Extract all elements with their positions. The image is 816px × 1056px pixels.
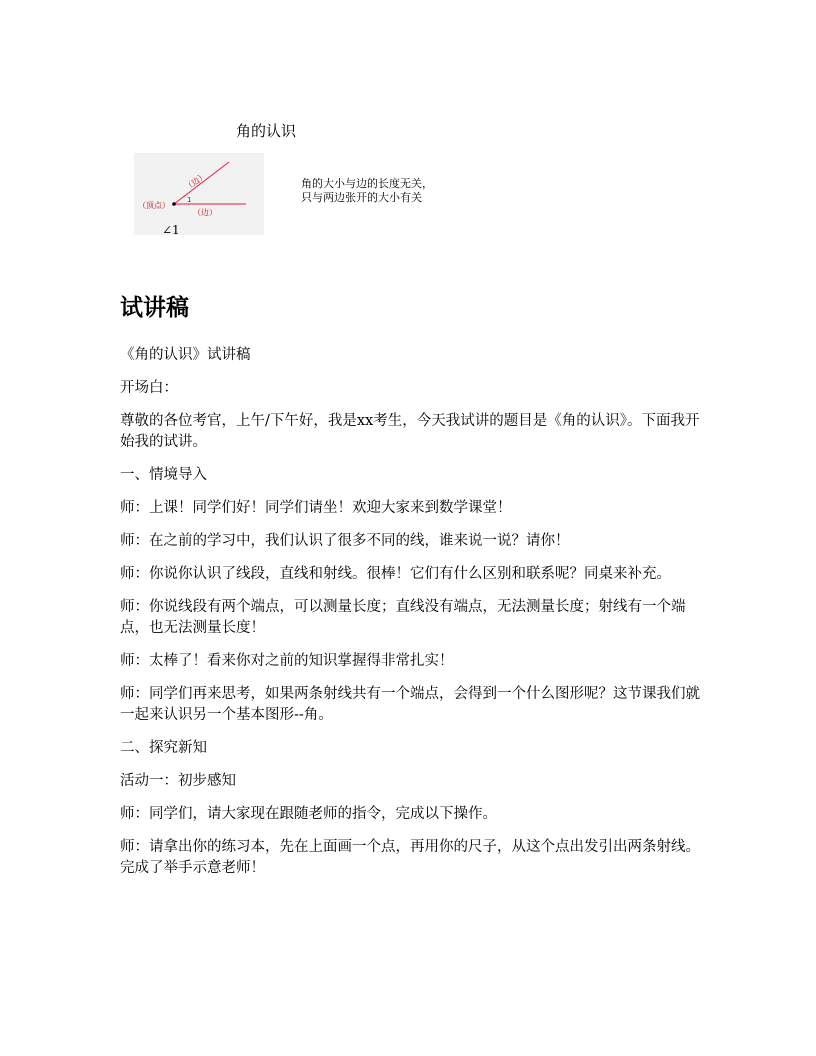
figure-title: 角的认识 bbox=[236, 122, 297, 140]
paragraph: 师：太棒了！看来你对之前的知识掌握得非常扎实！ bbox=[120, 653, 454, 669]
label-vertex: （顶点） bbox=[138, 201, 170, 210]
angle-note-line-2: 只与两边张开的大小有关 bbox=[301, 191, 422, 204]
section-heading-intro: 一、情境导入 bbox=[120, 467, 207, 483]
paragraph: 师：在之前的学习中，我们认识了很多不同的线，谁来说一说？请你！ bbox=[120, 533, 570, 549]
paragraph: 师：同学们，请大家现在跟随老师的指令，完成以下操作。 bbox=[120, 806, 497, 822]
paragraph: 师：同学们再来思考，如果两条射线共有一个端点，会得到一个什么图形呢？这节课我们就一起来认识另一个基本图形--角。 bbox=[120, 686, 700, 723]
paragraph: 师：上课！同学们好！同学们请坐！欢迎大家来到数学课堂！ bbox=[120, 500, 512, 516]
paragraph-lesson-title: 《角的认识》试讲稿 bbox=[120, 347, 251, 363]
vertex-dot bbox=[172, 202, 176, 206]
paragraph: 师：你说你认识了线段，直线和射线。很棒！它们有什么区别和联系呢？同桌来补充。 bbox=[120, 566, 671, 582]
angle-diagram bbox=[134, 153, 264, 235]
paragraph: 师：请拿出你的练习本，先在上面画一个点，再用你的尺子，从这个点出发引出两条射线。完成了举手示意老师！ bbox=[120, 839, 700, 876]
section-heading-explore: 二、探究新知 bbox=[120, 740, 207, 756]
paragraph-opening-label: 开场白： bbox=[120, 380, 178, 396]
label-angle-mark: 1 bbox=[187, 196, 192, 204]
top-ray bbox=[174, 162, 229, 204]
angle-diagram-svg bbox=[134, 153, 264, 235]
angle-note bbox=[301, 177, 433, 205]
document-body bbox=[120, 345, 710, 891]
paragraph-greeting: 尊敬的各位考官，上午/下午好，我是xx考生，今天我试讲的题目是《角的认识》。下面我开始我的试讲。 bbox=[120, 413, 700, 450]
paragraph: 师：你说线段有两个端点，可以测量长度；直线没有端点，无法测量长度；射线有一个端点，也无法测量长度！ bbox=[120, 599, 686, 636]
angle-name: ∠1 bbox=[162, 223, 180, 235]
label-side-top: （边） bbox=[183, 170, 208, 193]
activity-heading: 活动一：初步感知 bbox=[120, 773, 236, 789]
label-side-bottom: （边） bbox=[193, 208, 217, 217]
document-heading: 试讲稿 bbox=[120, 295, 189, 321]
angle-note-line-1: 角的大小与边的长度无关， bbox=[301, 177, 433, 190]
